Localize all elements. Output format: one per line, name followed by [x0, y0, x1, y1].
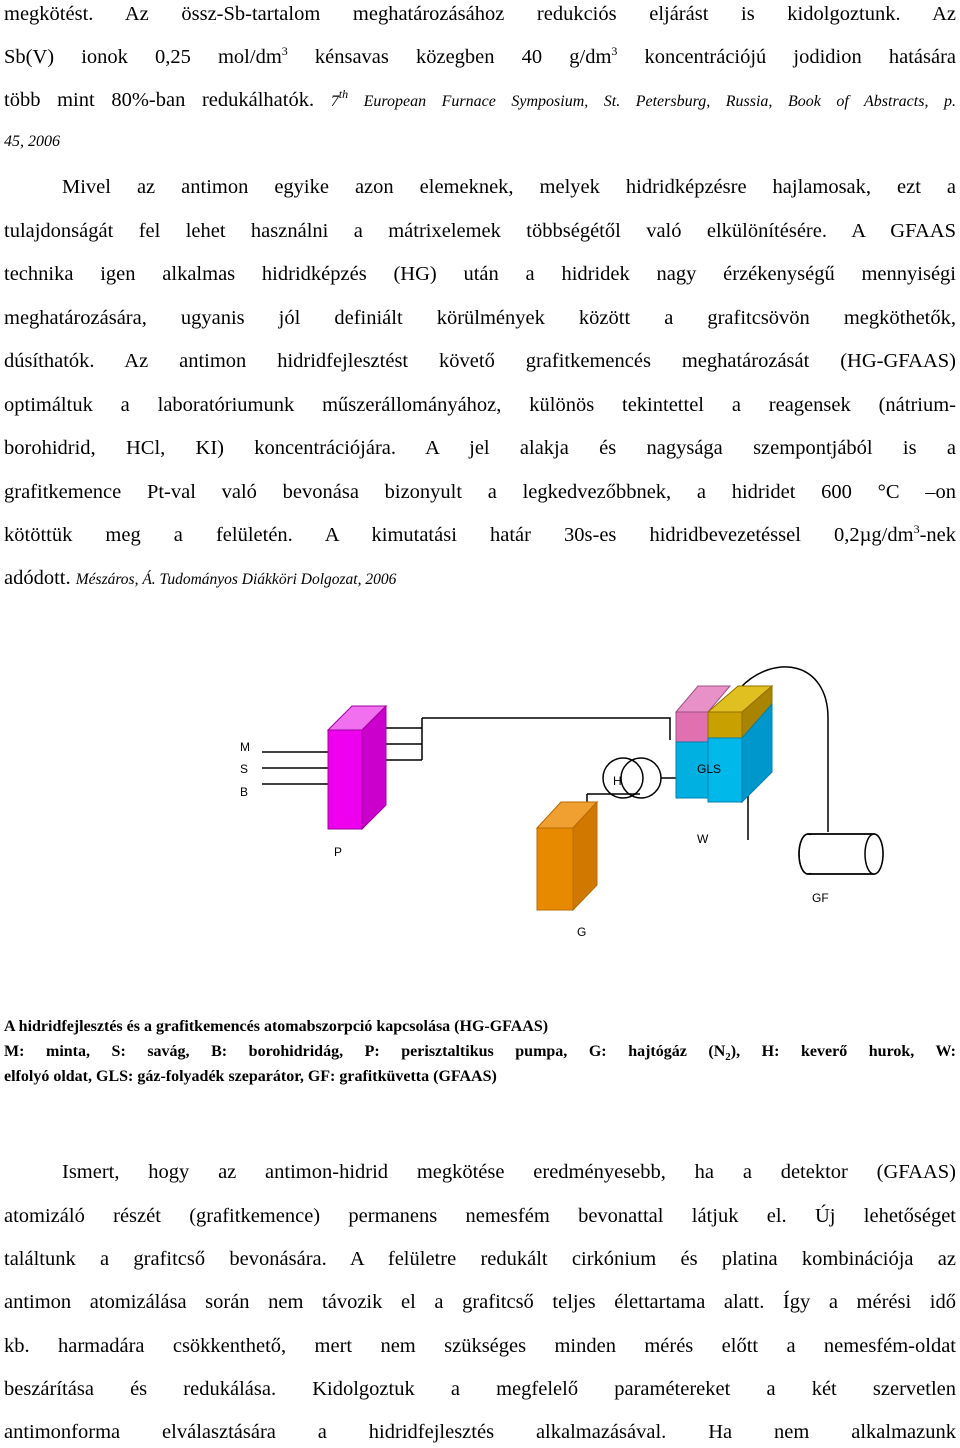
para3-line: atomizáló részét (grafitkemence) permanens nemesfém bevonattal látjuk el. Új lehetőséget	[4, 1205, 956, 1227]
gas-liquid-separator	[676, 686, 772, 802]
para3-line: Ismert, hogy az antimon-hidrid megkötése eredményesebb, ha a detektor (GFAAS)	[62, 1161, 956, 1183]
para2-line: Mivel az antimon egyike azon elemeknek, melyek hidridképzésre hajlamosak, ezt a	[62, 176, 956, 198]
para3-line: beszárítása és redukálása. Kidolgoztuk a megfelelő paramétereket a két szervetlen	[4, 1378, 956, 1400]
para2-line: meghatározására, ugyanis jól definiált körülmények között a grafitcsövön megköthetők,	[4, 307, 956, 329]
label-gls: GLS	[697, 762, 722, 776]
para1-line2: Sb(V) ionok 0,25 mol/$dm^3$ kénsavas közegben 40 $g/dm^3$ koncentrációjú jodidion hatására	[4, 44, 956, 68]
label-b: B	[240, 785, 249, 799]
carrier-gas-source	[537, 802, 597, 910]
hg-gfaas-diagram	[0, 660, 960, 950]
para2-line: optimáltuk a laboratóriumunk műszerállományához, különös tekintettel a reagensek (nátrium-	[4, 394, 956, 416]
para2-line: tulajdonságát fel lehet használni a mátrixelemek többségétől való elkülönítésére. A GFAAS	[4, 220, 956, 242]
para3-line: találtunk a grafitcső bevonására. A felületre redukált cirkónium és platina kombinációja az	[4, 1248, 956, 1270]
para2-line: grafitkemence Pt-val való bevonása bizonyult a legkedvezőbbnek, a hidridet 600 °C –on	[4, 481, 956, 503]
para3-line: antimon atomizálása során nem távozik el a grafitcső teljes élettartama alatt. Így a mérési idő	[4, 1291, 956, 1313]
label-g: G	[577, 925, 587, 939]
para1-line3: több mint 80%-ban redukálhatók. 7th European Furnace Symposium, St. Petersburg, Russia, Book of Abstracts, p.	[4, 87, 956, 111]
para2-line: dúsíthatók. Az antimon hidridfejlesztést követő grafitkemencés meghatározását (HG-GFAAS)	[4, 350, 956, 372]
para3-line: kb. harmadára csökkenthető, mert nem szükséges minden mérés előtt a nemesfém-oldat	[4, 1335, 956, 1357]
label-w: W	[697, 832, 709, 846]
label-gf: GF	[812, 891, 829, 905]
label-s: S	[240, 762, 249, 776]
graphite-furnace-tube	[799, 834, 883, 874]
label-h: H	[613, 774, 622, 788]
para1-line1: megkötést. Az össz-Sb-tartalom meghatározásához redukciós eljárást is kidolgoztunk. Az	[4, 3, 956, 25]
figure-caption-line3: elfolyó oldat, GLS: gáz-folyadék szeparátor, GF: grafitküvetta (GFAAS)	[4, 1068, 497, 1085]
para2-line: borohidrid, HCl, KI) koncentrációjára. A jel alakja és nagysága szempontjából is a	[4, 437, 956, 459]
figure-caption-line2: M: minta, S: savág, B: borohidridág, P: perisztaltikus pumpa, G: hajtógáz $(N_2)$, H: keverő hurok, W:	[4, 1043, 956, 1064]
para1-line4: 45, 2006	[4, 133, 60, 150]
peristaltic-pump	[328, 706, 386, 829]
figure-caption-title: A hidridfejlesztés és a grafitkemencés atomabszorpció kapcsolása (HG-GFAAS)	[4, 1018, 549, 1035]
label-m: M	[240, 740, 250, 754]
para2-line9: kötöttük meg a felületén. A kimutatási határ 30s-es hidridbevezetéssel $0,2\mu g/dm^3$-nek	[4, 522, 956, 546]
para2-line10: adódott. Mészáros, Á. Tudományos Diákköri Dolgozat, 2006	[4, 567, 397, 589]
label-p: P	[334, 845, 343, 859]
para3-line: antimonforma elválasztására a hidridfejlesztés alkalmazásával. Ha nem alkalmazunk	[4, 1421, 956, 1443]
para2-line: technika igen alkalmas hidridképzés (HG) után a hidridek nagy érzékenységű mennyiségi	[4, 263, 956, 285]
